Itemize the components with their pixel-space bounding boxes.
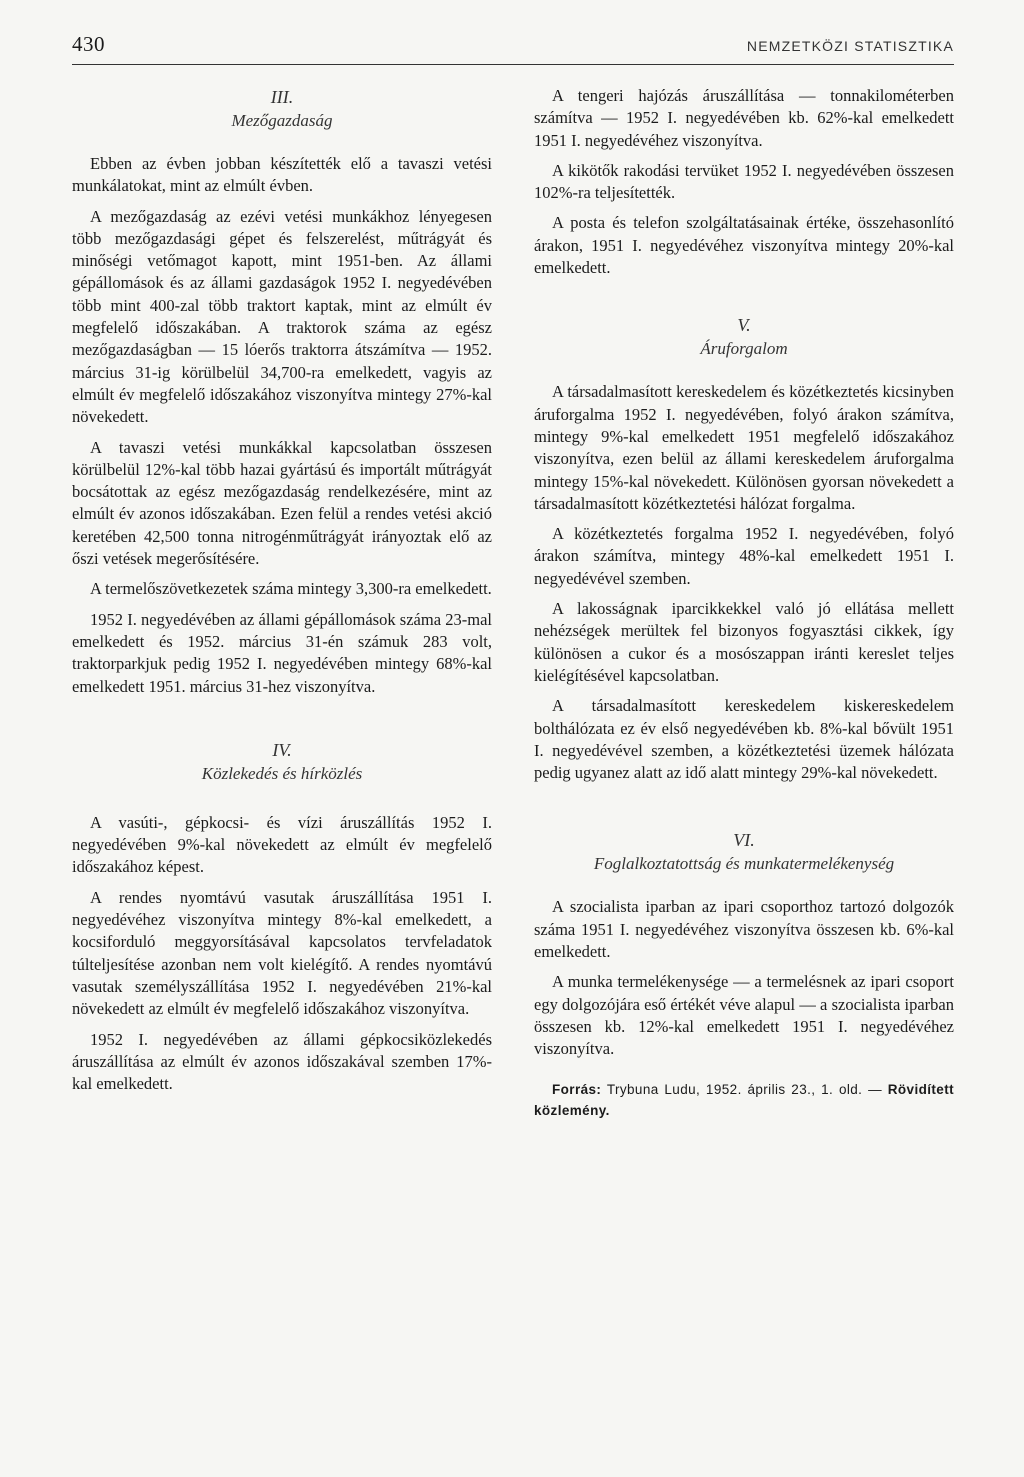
paragraph: A tavaszi vetési munkákkal kapcsolatban összesen körülbelül 12%-kal több hazai gyártású és importált műtrágyát bocsátottak az egész mezőgazdaság rendelkezésére, mint az elmúlt év azonos időszakában. Ezen felül a rendes vetési akció keretében 42,500 tonna nitrogénműtrágyát irányoztak elő az őszi vetések megerősítésére. <box>72 437 492 569</box>
section-heading-v <box>534 313 954 361</box>
paragraph: A szocialista iparban az ipari csoporthoz tartozó dolgozók száma 1951 I. negyedévéhez viszonyítva összesen kb. 6%-kal emelkedett. <box>534 897 954 962</box>
paragraph: A közétkeztetés forgalma 1952 I. negyedévében, folyó árakon számítva, mintegy 48%-kal emelkedett 1951 I. negyedévével szemben. <box>534 524 954 588</box>
header-rule <box>72 64 954 65</box>
source-citation <box>534 1079 954 1121</box>
paragraph: 1952 I. negyedévében az állami gépkocsiközlekedés áruszállítása az elmúlt év azonos időszakával szemben 17%-kal emelkedett. <box>72 1029 492 1094</box>
section-number: IV. <box>272 739 292 760</box>
paragraph: A kikötők rakodási tervüket 1952 I. negyedévében összesen 102%-ra teljesítették. <box>534 160 954 203</box>
source-note: Rövidített közlemény. <box>534 1081 954 1118</box>
paragraph: A posta és telefon szolgáltatásainak értéke, összehasonlító árakon, 1951 I. negyedévéhez viszonyítva mintegy 20%-kal emelkedett. <box>534 213 954 278</box>
running-head <box>72 32 954 58</box>
section-number: III. <box>270 87 294 107</box>
journal-title: NEMZETKÖZI STATISZTIKA <box>746 38 954 54</box>
paragraph: A tengeri hajózás áruszállítása — tonnakilométerben számítva — 1952 I. negyedévében kb. 62%-kal emelkedett 1951 I. negyedévéhez viszonyítva. <box>534 86 954 150</box>
section-heading-iv <box>72 738 492 786</box>
paragraph: Ebben az évben jobban készítették elő a tavaszi vetési munkálatokat, mint az elmúlt évben. <box>72 154 492 196</box>
section-title: Közlekedés és hírközlés <box>201 763 363 783</box>
right-column <box>534 85 954 1129</box>
section-number: V. <box>737 315 751 336</box>
paragraph: A lakosságnak iparcikkekkel való jó ellátása mellett nehézségek merültek fel bizonyos fogyasztási cikkek, így különösen a cukor és a mosószappan iránti kereslet teljes kielégítésével kapcsolatban. <box>534 599 954 685</box>
source-label: Forrás: <box>552 1081 602 1097</box>
paragraph: A mezőgazdaság az ezévi vetési munkákhoz lényegesen több mezőgazdasági gépet és felszerelést, műtrágyát és minőségi vetőmagot kapott, mint 1951-ben. Az állami gépállomások és az állami gazdaságok 1952 I. negyedévében több mint 400-zal több traktort kaptak, mint az elmúlt év megfelelő időszakában. A traktorok száma az egész mezőgazdaságban — 15 lóerős traktorra átszámítva — 1952. március 31-ig körülbelül 34,700-ra emelkedett, vagyis az elmúlt év megfelelő időszakához viszonyítva mintegy 27%-kal növekedett. <box>72 206 492 427</box>
section-title: Mezőgazdaság <box>231 111 333 130</box>
left-column <box>72 85 492 1129</box>
source-text: Trybuna Ludu, 1952. április 23., 1. old. — <box>601 1081 888 1097</box>
paragraph: 1952 I. negyedévében az állami gépállomások száma 23-mal emelkedett és 1952. március 31-én számuk 283 volt, traktorparkjuk pedig 1952 I. negyedévében mintegy 68%-kal emelkedett 1951. március 31-hez viszonyítva. <box>72 609 492 696</box>
section-heading-iii <box>72 85 492 133</box>
paragraph: A társadalmasított kereskedelem kiskereskedelem bolthálózata ez év első negyedévében kb. 8%-kal bővült 1951 I. negyedévével szemben, a közétkeztetési üzemek hálózata pedig ugyanez alatt az idő alatt mintegy 29%-kal növekedett. <box>534 696 954 783</box>
section-title: Foglalkoztatottság és munkatermelékenység <box>593 854 895 874</box>
paragraph: A vasúti-, gépkocsi- és vízi áruszállítás 1952 I. negyedévében 9%-kal növekedett az elmúlt év megfelelő időszakához képest. <box>72 812 492 877</box>
two-column-body <box>72 85 954 1129</box>
paragraph: A termelőszövetkezetek száma mintegy 3,300-ra emelkedett. <box>90 579 492 599</box>
paragraph: A rendes nyomtávú vasutak áruszállítása 1951 I. negyedévéhez viszonyítva mintegy 8%-kal emelkedett, a kocsiforduló meggyorsításával kapcsolatos tervfeladatok túlteljesítése azonban nem volt kielégítő. A rendes nyomtávú vasutak személyszállítása 1952 I. negyedévében 21%-kal növekedett az elmúlt év megfelelő időszakához viszonyítva. <box>72 887 492 1019</box>
paragraph: A társadalmasított kereskedelem és közétkeztetés kicsinyben áruforgalma 1952 I. negyedévében, folyó árakon számítva, mintegy 9%-kal emelkedett 1951 megfelelő időszakához viszonyítva, ezen belül az állami kereskedelem áruforgalma mintegy 15%-kal növekedett. Különösen gyorsan növekedett a társadalmasított közétkeztetési hálózat forgalma. <box>534 382 954 513</box>
section-heading-vi <box>534 828 954 876</box>
paragraph: A munka termelékenysége — a termelésnek az ipari csoport egy dolgozójára eső értékét véve alapul — a szocialista iparban összesen kb. 12%-kal emelkedett 1951 I. negyedévéhez viszonyítva. <box>534 972 954 1059</box>
section-title: Áruforgalom <box>700 339 788 359</box>
section-number: VI. <box>733 830 755 851</box>
page-number: 430 <box>72 32 105 56</box>
